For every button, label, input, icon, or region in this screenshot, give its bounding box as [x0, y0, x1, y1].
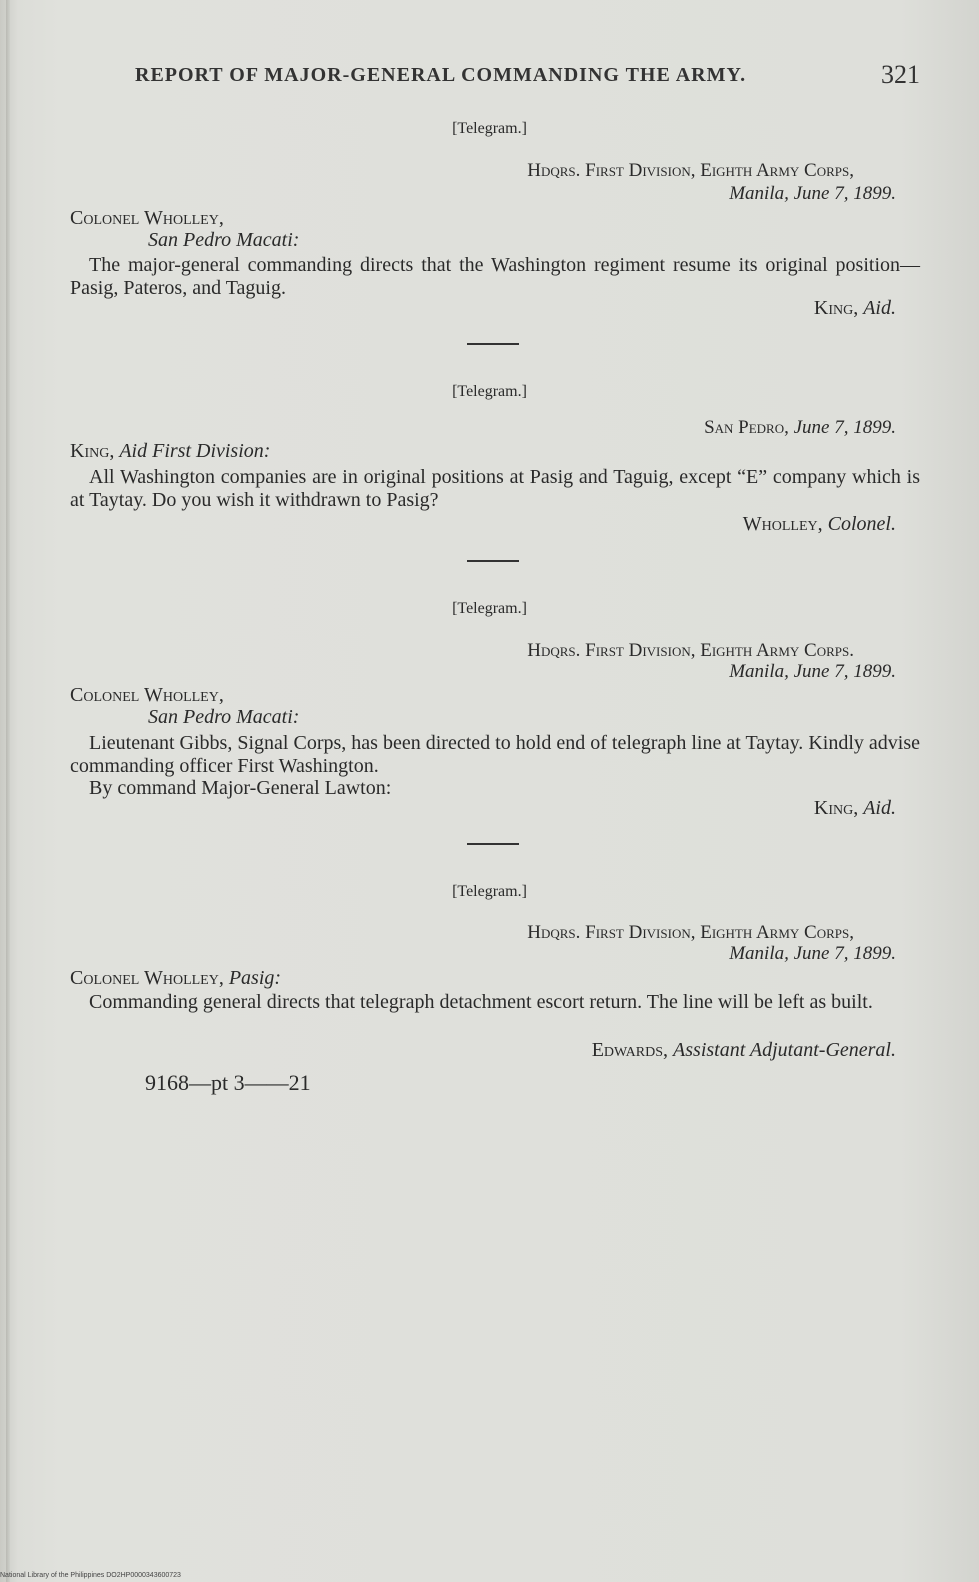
dateline: Manila, June 7, 1899.: [729, 943, 896, 964]
addressee: Colonel Wholley, Pasig:: [70, 967, 282, 989]
signature: Edwards, Assistant Adjutant-General.: [591, 1039, 896, 1061]
signature: King, Aid.: [813, 797, 896, 819]
origin-header: Hdqrs. First Division, Eighth Army Corps,: [527, 160, 854, 181]
telegram-label: [Telegram.]: [452, 883, 527, 900]
origin-dateline: San Pedro, June 7, 1899.: [704, 417, 896, 438]
addressee: King, Aid First Division:: [70, 440, 271, 462]
origin-header: Hdqrs. First Division, Eighth Army Corps.: [527, 640, 854, 661]
addressee-name: Colonel Wholley,: [70, 207, 224, 229]
telegram-label: [Telegram.]: [452, 383, 527, 400]
library-credit: National Library of the Philippines DO2HP0000343600723: [0, 1572, 181, 1579]
section-divider: [467, 560, 519, 562]
running-header: [135, 60, 920, 89]
telegram-body: Commanding general directs that telegraph detachment escort return. The line will be left as built.: [89, 991, 873, 1013]
telegram-label: [Telegram.]: [452, 120, 527, 137]
running-title: REPORT OF MAJOR-GENERAL COMMANDING THE ARMY.: [135, 64, 747, 86]
section-divider: [467, 343, 519, 345]
signature: Wholley, Colonel.: [742, 513, 896, 535]
addressee-name: Colonel Wholley,: [70, 684, 224, 706]
binding-edge: [6, 0, 10, 1582]
page-number: 321: [881, 60, 920, 89]
telegram-label: [Telegram.]: [452, 600, 527, 617]
addressee-place: San Pedro Macati:: [148, 706, 300, 728]
section-divider: [467, 843, 519, 845]
dateline: Manila, June 7, 1899.: [729, 661, 896, 682]
command-line: By command Major-General Lawton:: [89, 777, 392, 799]
telegram-body: The major-general commanding directs that the Washington regiment resume its original position—Pasig, Pateros, and Taguig.: [70, 254, 920, 299]
addressee-place: San Pedro Macati:: [148, 229, 300, 251]
signature-code: 9168—pt 3——21: [145, 1070, 311, 1095]
origin-header: Hdqrs. First Division, Eighth Army Corps,: [527, 922, 854, 943]
telegram-body: Lieutenant Gibbs, Signal Corps, has been directed to hold end of telegraph line at Taytay. Kindly advise commanding officer First Washington.: [70, 732, 920, 777]
dateline: Manila, June 7, 1899.: [729, 183, 896, 204]
telegram-body: All Washington companies are in original positions at Pasig and Taguig, except “E” company which is at Taytay. Do you wish it withdrawn to Pasig?: [70, 466, 920, 511]
signature: King, Aid.: [813, 297, 896, 319]
